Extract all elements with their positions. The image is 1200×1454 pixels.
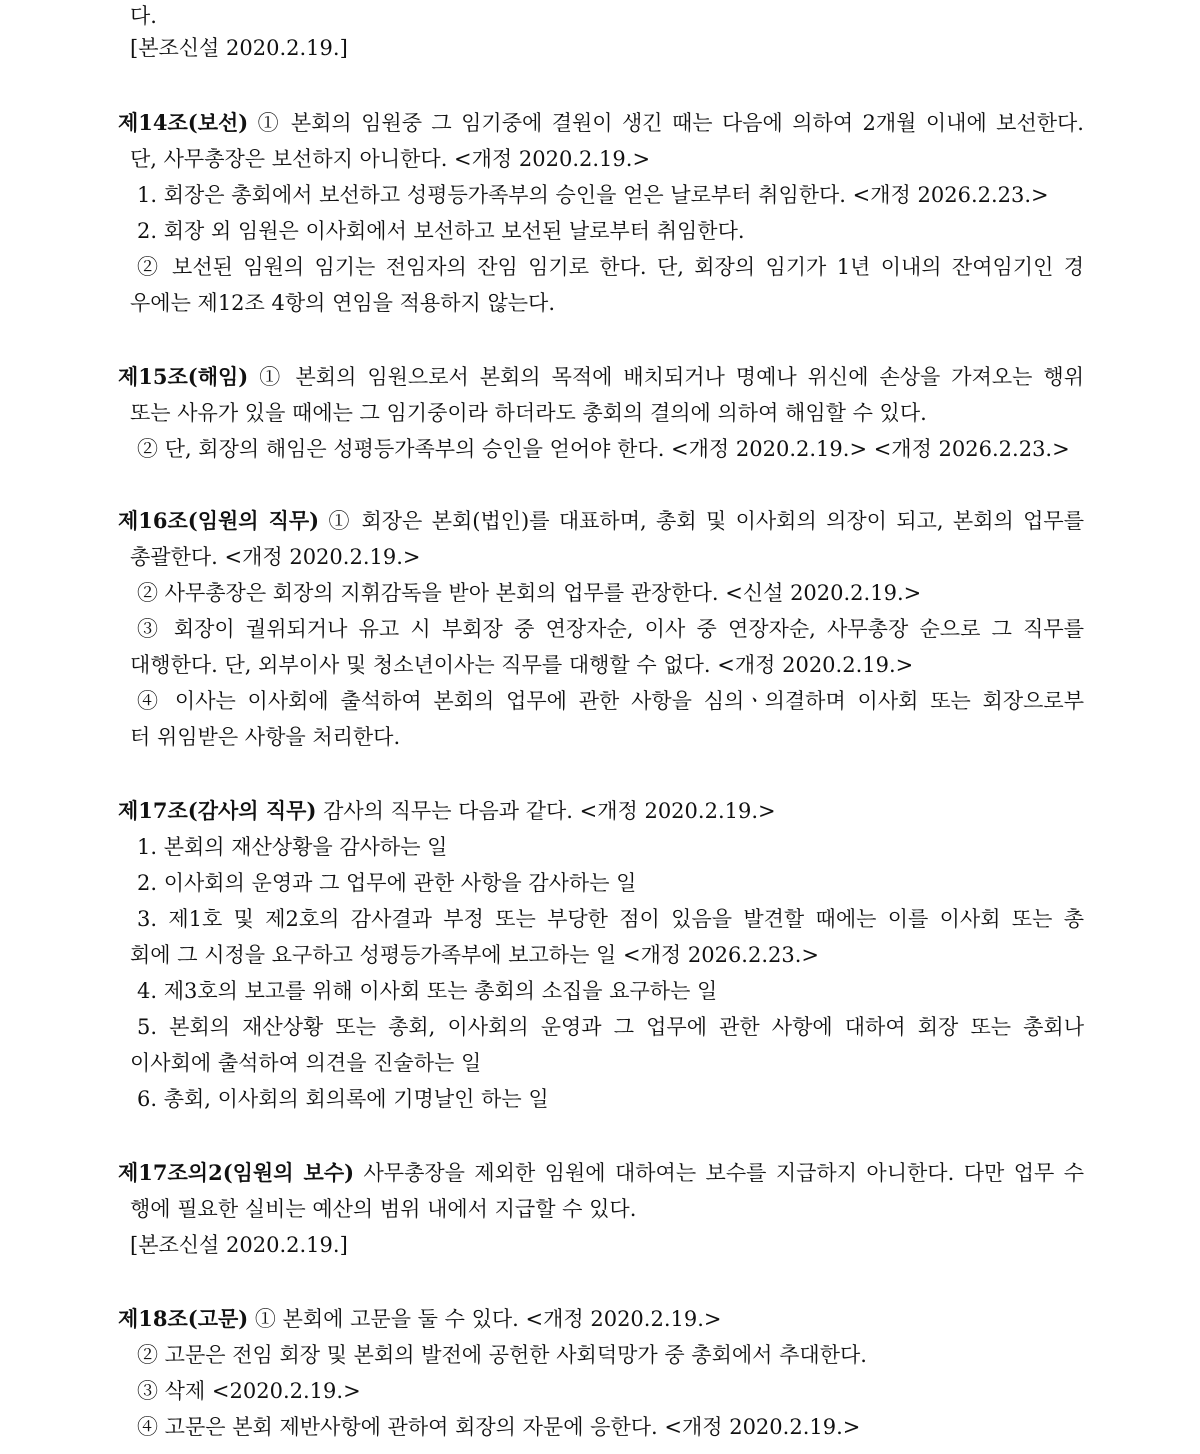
- article-17-2-title: 제17조의2(임원의 보수): [118, 1160, 355, 1185]
- article-18-title: 제18조(고문): [118, 1306, 249, 1331]
- article-18-para-2: ② 고문은 전임 회장 및 본회의 발전에 공헌한 사회덕망가 중 총회에서 추대한다.: [137, 1343, 867, 1367]
- article-16-para-4-cont: 터 위임받은 사항을 처리한다.: [130, 725, 401, 749]
- amendment-note: [본조신설 2020.2.19.]: [130, 36, 348, 60]
- article-17-item-5: 5. 본회의 재산상황 또는 총회, 이사회의 운영과 그 업무에 관한 사항에 대하여 회장 또는 총회나: [137, 1015, 1084, 1039]
- article-14-item-2: 2. 회장 외 임원은 이사회에서 보선하고 보선된 날로부터 취임한다.: [137, 219, 745, 243]
- article-16-para-4: ④ 이사는 이사회에 출석하여 본회의 업무에 관한 사항을 심의ㆍ의결하며 이사회 또는 회장으로부: [137, 689, 1084, 713]
- article-15-title: 제15조(해임): [118, 364, 249, 389]
- article-15-line-2: 또는 사유가 있을 때에는 그 임기중이라 하더라도 총회의 결의에 의하여 해임할 수 있다.: [130, 401, 927, 425]
- article-15-para-2: ② 단, 회장의 해임은 성평등가족부의 승인을 얻어야 한다. <개정 2020.2.19.> <개정 2026.2.23.>: [137, 437, 1070, 461]
- article-16-title: 제16조(임원의 직무): [118, 508, 320, 533]
- article-17-item-6: 6. 총회, 이사회의 회의록에 기명날인 하는 일: [137, 1087, 549, 1111]
- article-18-line-1: 제18조(고문) ① 본회에 고문을 둘 수 있다. <개정 2020.2.19.>: [118, 1306, 722, 1331]
- article-17-item-5-cont: 이사회에 출석하여 의견을 진술하는 일: [130, 1051, 482, 1075]
- article-17-2-line-1: 제17조의2(임원의 보수) 사무총장을 제외한 임원에 대하여는 보수를 지급하지 아니한다. 다만 업무 수: [118, 1160, 1084, 1185]
- article-17-2-line-2: 행에 필요한 실비는 예산의 범위 내에서 지급할 수 있다.: [130, 1197, 637, 1221]
- article-16-para-3: ③ 회장이 궐위되거나 유고 시 부회장 중 연장자순, 이사 중 연장자순, 사무총장 순으로 그 직무를: [137, 617, 1084, 641]
- article-14-line-1: 제14조(보선) ① 본회의 임원중 그 임기중에 결원이 생긴 때는 다음에 의하여 2개월 이내에 보선한다.: [118, 110, 1084, 135]
- article-16-line-1: 제16조(임원의 직무) ① 회장은 본회(법인)를 대표하며, 총회 및 이사회의 의장이 되고, 본회의 업무를: [118, 508, 1084, 533]
- article-16-para-2: ② 사무총장은 회장의 지휘감독을 받아 본회의 업무를 관장한다. <신설 2020.2.19.>: [137, 581, 922, 605]
- article-14-line-2: 단, 사무총장은 보선하지 아니한다. <개정 2020.2.19.>: [130, 147, 651, 171]
- article-18-para-3: ③ 삭제 <2020.2.19.>: [137, 1379, 361, 1403]
- article-16-line-2: 총괄한다. <개정 2020.2.19.>: [130, 545, 421, 569]
- article-14-para-2: ② 보선된 임원의 임기는 전임자의 잔임 임기로 한다. 단, 회장의 임기가 1년 이내의 잔여임기인 경: [137, 255, 1084, 279]
- article-14-title: 제14조(보선): [118, 110, 249, 135]
- article-17-line-1: 제17조(감사의 직무) 감사의 직무는 다음과 같다. <개정 2020.2.19.>: [118, 798, 776, 823]
- article-17-item-2: 2. 이사회의 운영과 그 업무에 관한 사항을 감사하는 일: [137, 871, 637, 895]
- article-17-title: 제17조(감사의 직무): [118, 798, 317, 823]
- article-17-item-3-cont: 회에 그 시정을 요구하고 성평등가족부에 보고하는 일 <개정 2026.2.23.>: [130, 943, 820, 967]
- article-18-para-4: ④ 고문은 본회 제반사항에 관하여 회장의 자문에 응한다. <개정 2020.2.19.>: [137, 1415, 861, 1439]
- article-16-para-3-cont: 대행한다. 단, 외부이사 및 청소년이사는 직무를 대행할 수 없다. <개정 2020.2.19.>: [130, 653, 914, 677]
- amendment-note: [본조신설 2020.2.19.]: [130, 1233, 348, 1257]
- article-17-item-4: 4. 제3호의 보고를 위해 이사회 또는 총회의 소집을 요구하는 일: [137, 979, 718, 1003]
- article-15-line-1: 제15조(해임) ① 본회의 임원으로서 본회의 목적에 배치되거나 명예나 위신에 손상을 가져오는 행위: [118, 364, 1084, 389]
- continuation-text: 다.: [130, 4, 157, 28]
- article-14-item-1: 1. 회장은 총회에서 보선하고 성평등가족부의 승인을 얻은 날로부터 취임한다. <개정 2026.2.23.>: [137, 183, 1049, 207]
- article-17-item-1: 1. 본회의 재산상황을 감사하는 일: [137, 835, 448, 859]
- article-17-item-3: 3. 제1호 및 제2호의 감사결과 부정 또는 부당한 점이 있음을 발견할 때에는 이를 이사회 또는 총: [137, 907, 1084, 931]
- article-14-para-2-cont: 우에는 제12조 4항의 연임을 적용하지 않는다.: [130, 291, 555, 315]
